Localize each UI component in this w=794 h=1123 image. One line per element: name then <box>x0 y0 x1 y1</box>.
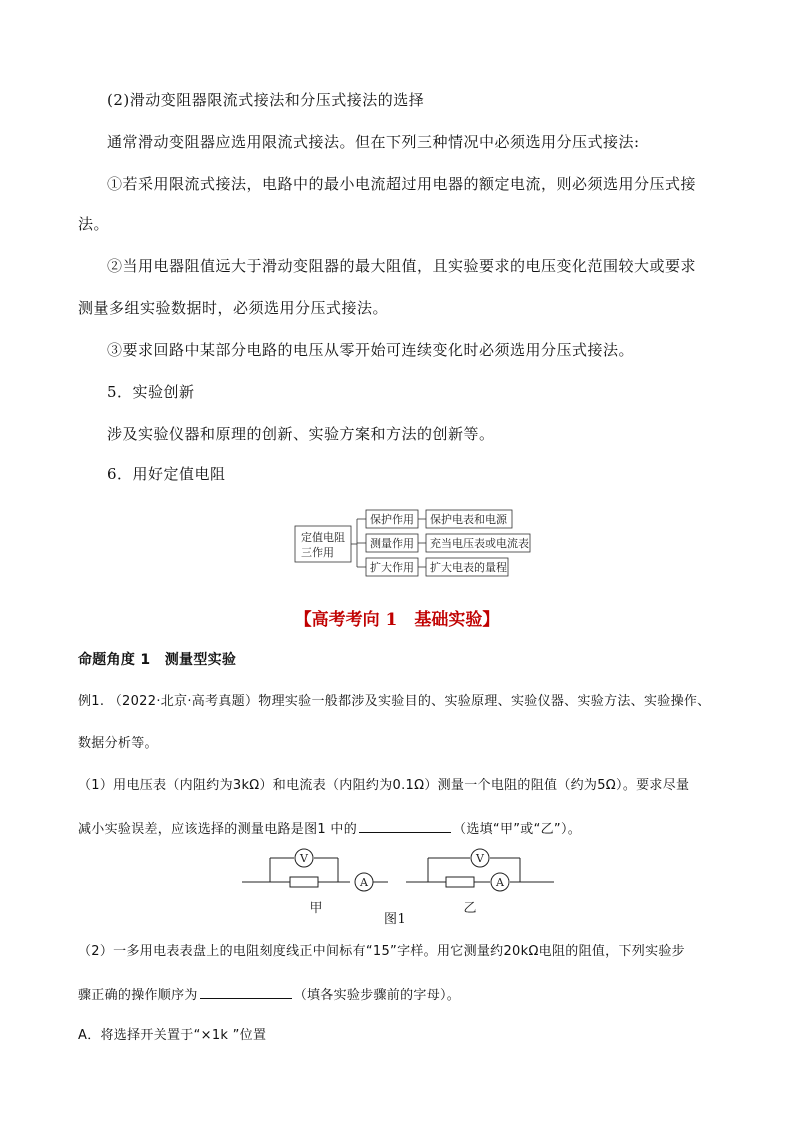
subheading-2: (2)滑动变阻器限流式接法和分压式接法的选择 <box>107 91 425 109</box>
item5-text: 涉及实验仪器和原理的创新、实验方案和方法的创新等。 <box>107 425 495 443</box>
voltmeter-right-label: V <box>476 852 484 865</box>
figure1-caption: 图1 <box>384 912 407 927</box>
diagram-detail-3: 扩大电表的量程 <box>430 561 507 574</box>
section-heading-red: 【高考考向 1 基础实验】 <box>294 610 500 630</box>
item5-title: 5．实验创新 <box>107 383 195 401</box>
question2-line2 <box>78 984 460 1006</box>
diagram-role-3: 扩大作用 <box>370 561 414 574</box>
diagram-root-line1: 定值电阻 <box>301 531 345 544</box>
diagram-detail-1: 保护电表和电源 <box>430 513 507 526</box>
question2-line2-start: 骤正确的操作顺序为 <box>78 988 198 1003</box>
case3-text: ③要求回路中某部分电路的电压从零开始可连续变化时必须选用分压式接法。 <box>107 341 635 359</box>
case1-line2: 法。 <box>78 215 110 233</box>
ammeter-right-label: A <box>496 876 504 889</box>
ammeter-left-label: A <box>360 876 368 889</box>
question2-line2-end: （填各实验步骤前的字母）。 <box>293 988 461 1003</box>
answer-blank-2[interactable] <box>200 984 292 999</box>
circuit-label-jia: 甲 <box>309 901 323 916</box>
question1-line2 <box>78 818 581 840</box>
example-line2: 数据分析等。 <box>78 736 158 751</box>
question1-line2-start: 减小实验误差，应该选择的测量电路是图1 中的 <box>78 822 358 837</box>
diagram-role-2: 测量作用 <box>370 537 414 550</box>
voltmeter-left-label: V <box>300 852 308 865</box>
option-a: A．将选择开关置于“×1k ”位置 <box>78 1028 267 1043</box>
case2-line1: ②当用电器阻值远大于滑动变阻器的最大阻值，且实验要求的电压变化范围较大或要求 <box>107 257 697 275</box>
diagram-role-1: 保护作用 <box>370 513 414 526</box>
case2-line2: 测量多组实验数据时，必须选用分压式接法。 <box>78 299 389 317</box>
question1-line1: （1）用电压表（内阻约为3kΩ）和电流表（内阻约为0.1Ω）测量一个电阻的阻值（约为5Ω）。要求尽量 <box>78 778 690 793</box>
intro-text: 通常滑动变阻器应选用限流式接法。但在下列三种情况中必须选用分压式接法: <box>107 133 640 151</box>
question2-line1: （2）一多用电表表盘上的电阻刻度线正中间标有“15”字样。用它测量约20kΩ电阻的阻值，下列实验步 <box>78 944 685 959</box>
angle-title: 命题角度 1 测量型实验 <box>78 652 237 668</box>
item6-title: 6．用好定值电阻 <box>107 465 226 483</box>
resistor-function-diagram <box>293 506 543 586</box>
example-line1: 例1. （2022·北京·高考真题）物理实验一般都涉及实验目的、实验原理、实验仪器、实验方法、实验操作、 <box>78 694 711 709</box>
diagram-detail-2: 充当电压表或电流表 <box>430 537 529 550</box>
question1-line2-end: （选填“甲”或“乙”）。 <box>453 822 582 837</box>
case1-line1: ①若采用限流式接法，电路中的最小电流超过用电器的额定电流，则必须选用分压式接 <box>107 175 697 193</box>
circuit-label-yi: 乙 <box>463 901 477 916</box>
answer-blank-1[interactable] <box>359 818 451 833</box>
diagram-root-line2: 三作用 <box>301 546 334 559</box>
